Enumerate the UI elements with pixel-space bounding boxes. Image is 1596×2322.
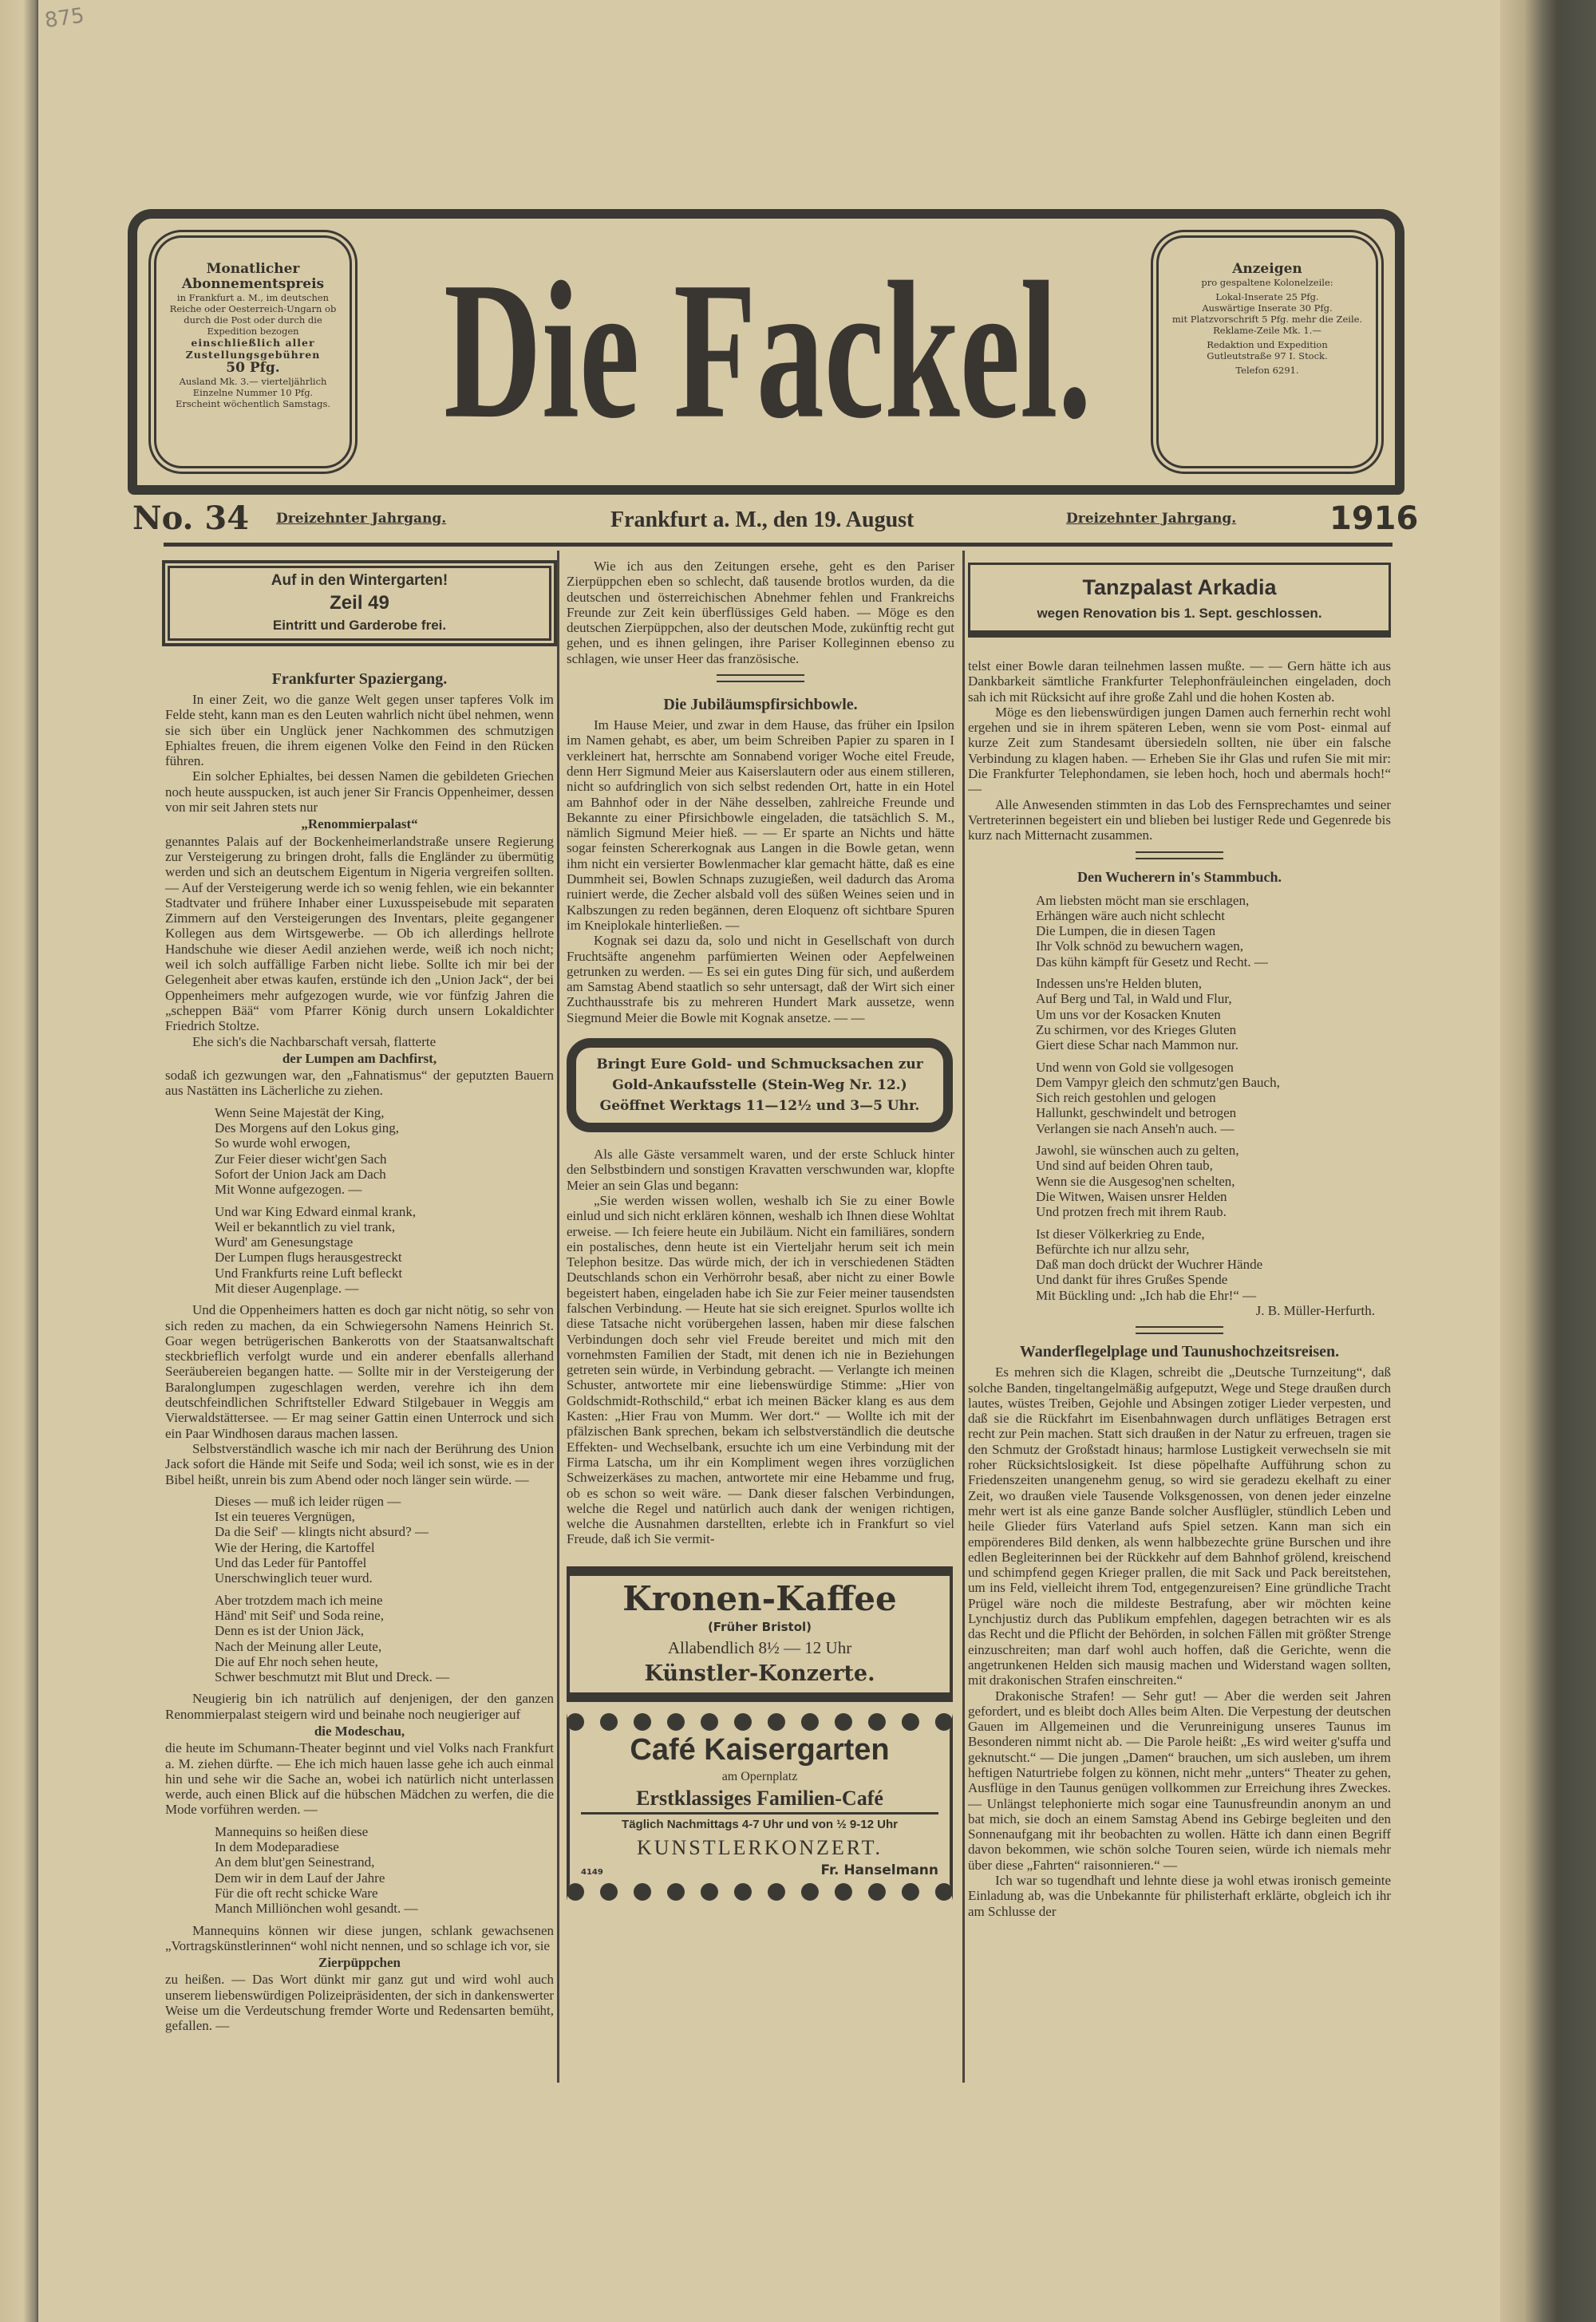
article-continuation bbox=[567, 559, 954, 666]
paragraph: Neugierig bin ich natrülich auf denjenigen, der den ganzen Renommierpalast steigern wird und beinahe noch neugieriger auf bbox=[165, 1691, 554, 1722]
kronen-former: (Früher Bristol) bbox=[707, 1619, 812, 1634]
subheading: Zierpüppchen bbox=[318, 1955, 401, 1971]
column-rule bbox=[962, 551, 965, 2083]
paragraph: Alle Anwesenden stimmten in das Lob des Fernsprechamtes und seiner Vertreterinnen begeistert ein und blieben bei lustiger Rede und Gegenrede bis kurz nach Mitternacht zusammen. bbox=[968, 796, 1391, 843]
column-2 bbox=[567, 559, 954, 1901]
paragraph: Selbstverständlich wasche ich mir nach der Berührung des Union Jack sofort die Hände mit Seife und Soda; weil ich sonst, wie es in der Bibel heißt, unrein bis zum Abend oder noch länger sein würde. — bbox=[165, 1440, 554, 1487]
poem-stanza: Mannequins so heißen diese In dem Modeparadiese An dem blut'gen Seinestrand, Dem wir in dem Lauf der Jahre Für die oft recht schicke Ware Manch Milliönchen wohl gesandt. — bbox=[215, 1823, 418, 1917]
paragraph: Ehe sich's die Nachbarschaft versah, flatterte bbox=[192, 1033, 437, 1049]
office-address: Gutleutstraße 97 I. Stock. bbox=[1207, 350, 1328, 361]
kaiser-owner: Fr. Hanselmann bbox=[820, 1862, 938, 1878]
paragraph: „Sie werden wissen wollen, weshalb ich Sie zu einer Bowle einlud und sich nicht erklären können, weshalb ich Ihnen diese Wohltat erweise. — Ich feiere heute ein Jubiläum. Nicht ein familiäres, sondern ein postalisches, denn heute ist ein Vierteljahr herum seit ich mein Telephon besitze. Das würde mich, der ich in verschiedenen Städten Deutschlands schon ein Verhörrohr besaß, aber nicht zu einer Bowle begeistert haben, eingeladen habe ich Sie zur Feier meiner tausendsten falschen Verbindung. — Heute hat sie sich ereignet. Spurlos wollte ich diese Tatsache nicht vorübergehen lassen, haben mir diese falschen Verbindungen doch sehr viel Freude bereitet und mich mit den vornehmsten Familien der Stadt, mit denen ich nie in Beziehungen getreten sein würde, in Verbindung gebracht. — Verlangte ich meinen Schuster, antwortete mir eine liebenswürdige Stimme: „Hier von Goldschmidt-Rothschild,“ erbat ich meinen Bäcker klang es aus dem Kasten: „Hier Frau von Mumm. Wer dort.“ — Wollte ich mit der pfälzischen Bank sprechen, bekam ich selbstverständlich die deutsche Effekten- und Wechselbank, ersuchte ich um eine Verbindung mit der Firma Latscha, um ihr ein Kompliment wegen ihres vorzüglichen Schweizerkäses zu machen, antwortete mir eine Hebamme und frug, ob es schon so weit wäre. — Dank dieser falschen Verbindungen, welche die Regel und natürlich auch dank der wenigen richtigen, welche die Ausnahmen darstellten, erlebte ich in Frankfurt so viel Freude, daß ich Sie vermit- bbox=[567, 1192, 954, 1547]
subscription-fees: einschließlich aller Zustellungsgebühren bbox=[185, 337, 321, 361]
gold-line1: Bringt Eure Gold- und Schmucksachen zur bbox=[596, 1056, 923, 1073]
subheading: „Renommierpalast“ bbox=[301, 816, 418, 832]
poem-stanza: Jawohl, sie wünschen auch zu gelten, Und sind auf beiden Ohren taub, Wenn sie die Ausgesog'nen schelten, Die Witwen, Waisen unsrer Helden Und protzen frech mit ihrem Raub. bbox=[1036, 1143, 1239, 1220]
poem-stanza: Am liebsten möcht man sie erschlagen, Erhängen wäre auch nicht schlecht Die Lumpen, die in diesen Tagen Ihr Volk schnöd zu bewuchern wagen, Das kühn kämpft für Gesetz und Recht. — bbox=[1036, 892, 1268, 969]
paragraph: Es mehren sich die Klagen, schreibt die „Deutsche Turnzeitung“, daß solche Banden, tingeltangelmäßig aufgeputzt, Wege und Stege draußen durch lautes, wüstes Treiben, Gejohle und Absingen zotiger Lieder verpesten, und daß sie die Rückfahrt im Eisenbahnwagen durch unflätiges Betragen erst recht zur Pein machen. Statt sich draußen in der Natur zu erfreuen, tragen sie den Schmutz der Großstadt hinaus; harmlose Lustigkeit verwechseln sie mit roher Rücksichtslosigkeit. Ist diese pöpelhafte Aufführung schon zu Friedenszeiten unangenehm genug, so wird sie geradezu ekelhaft zu einer Zeit, wo draußen viele Tausende Volksgenossen, von denen jeder einzelne mehr wert ist als eine ganze Bande solcher Ausflügler, stündlich Leben und heile Glieder fürs Vaterland aufs Spiel setzen. Kann man sich ein empörenderes Bild denken, als wenn halbbezechte grüne Burschen und ihre edlen Begleiterinnen bei der Rückkehr auf dem Bahnhof grölend, kreischend und schimpfend gegen Krieger prallen, die mit Sack und Pack bereitstehen, um ins Feld, vielleicht ihrem Tod, entgegenzureisen? Eine gründliche Tracht Prügel wäre noch die mildeste Bestrafung, aber wir möchten keine Lynchjustiz durch das Publikum empfehlen, dagegen betrachten wir es als das Recht und die Pflicht der Behörden, in solchen Fällen mit größter Strenge einzuschreiten; man darf wohl auch hoffen, daß die Gerichte, wenn die angetrunkenen Helden sich mausig machen und Widerstand wagen sollten, mit drakonischen Strafen einschreiten.“ bbox=[968, 1364, 1391, 1688]
tanzpalast-name: Tanzpalast Arkadia bbox=[1082, 575, 1277, 599]
kronen-kaffee-ad bbox=[567, 1566, 953, 1702]
kronen-time: Allabendlich 8½ — 12 Uhr bbox=[667, 1637, 852, 1657]
subscription-heading-1: Monatlicher bbox=[206, 261, 300, 277]
poem-stanza: Indessen uns're Helden bluten, Auf Berg und Tal, in Wald und Flur, Um uns vor der Kosacken Knuten Zu schirmen, vor des Krieges Gluten Giert diese Schar nach Mammon nur. bbox=[1036, 976, 1238, 1053]
volume-left: Dreizehnter Jahrgang. bbox=[276, 511, 447, 527]
article-heading: Frankfurter Spaziergang. bbox=[271, 670, 448, 688]
kronen-name: Kronen-Kaffee bbox=[622, 1578, 897, 1618]
kaiser-hours: Täglich Nachmittags 4-7 Uhr und von ½ 9-12 Uhr bbox=[622, 1817, 898, 1831]
volume-right: Dreizehnter Jahrgang. bbox=[1066, 511, 1237, 527]
masthead bbox=[128, 209, 1404, 495]
advertising-rates-box bbox=[1151, 230, 1384, 474]
issue-number: No. 34 bbox=[132, 500, 250, 537]
kronen-program: Künstler-Konzerte. bbox=[644, 1661, 875, 1686]
article-heading: Die Jubiläumspfirsichbowle. bbox=[663, 696, 858, 714]
subscription-heading-2: Abonnementspreis bbox=[181, 276, 325, 292]
section-divider bbox=[1136, 851, 1223, 859]
poem-stanza: Und war King Edward einmal krank, Weil er bekanntlich zu viel trank, Wurd' am Genesungstage Der Lumpen flugs herausgestreckt Und Frankfurts reine Luft befleckt Mit dieser Augenplage. — bbox=[215, 1203, 417, 1296]
subscription-price: 50 Pfg. bbox=[226, 360, 280, 376]
paragraph: zu heißen. — Das Wort dünkt mir ganz gut und wird wohl auch unserem liebenswürdigen Polizeipräsidenten, der sich in dankenswerter Weise um die Verdeutschung fremder Worte und Redensarten bemüht, gefallen. — bbox=[165, 1972, 554, 2034]
paragraph: Im Hause Meier, und zwar in dem Hause, das früher ein Ipsilon im Namen gehabt, es aber, um beim Schreiben Papier zu sparen in I verkleinert hat, herrschte am Sonnabend voriger Woche eitel Freude, denn Herr Sigmund Meier aus Kaiserslautern oder aus einem stilleren, nicht so aufdringlich von sich selbst redenden Ort, hatte in ein Hotel am Bahnhof oder in der Nähe desselben, zahlreiche Freunde und Bekannte zu einer Pfirsichbowle eingeladen, die tatsächlich S. M., nämlich Sigmund Meier hieß. — — Er sparte an Nichts und hätte sogar feinsten Schererkognak aus Langen in die Bowle getan, wenn ihm nicht ein versierter Bowlenmacher klar gemacht hätte, daß es eine Dummheit sei, Bowlen Schnaps zuzugießen, weil dadurch das Aroma ruiniert werde, die Zecher alsbald voll des süßen Weines seien und in Kalbszungen zu reden begännen, deren Eloquenz oft sichtbare Spuren im Kneiplokale hinterließen. — bbox=[567, 717, 954, 933]
ads-reklame: Reklame-Zeile Mk. 1.— bbox=[1213, 325, 1321, 336]
ads-placement: mit Platzvorschrift 5 Pfg. mehr die Zeile. bbox=[1171, 314, 1363, 325]
paragraph: Möge es den liebenswürdigen jungen Damen auch fernerhin recht wohl ergehen und sie in ihrem späteren Leben, wenn sie vom Post- einmal auf kurze Zeit zum Standesamt übersiedeln sollten, nie über ein falsche Verbindung zu klagen haben. — Erheben Sie ihr Glas und rufen Sie mit mir: Die Frankfurter Telephondamen, sie leben hoch, hoch und abermals hoch!“ — bbox=[968, 704, 1391, 797]
kaiser-code: 4149 bbox=[581, 1867, 603, 1877]
ads-outside: Auswärtige Inserate 30 Pfg. bbox=[1202, 302, 1333, 314]
issue-year: 1916 bbox=[1329, 500, 1419, 537]
kaiser-location: am Opernplatz bbox=[721, 1769, 798, 1783]
column-3 bbox=[968, 563, 1391, 1919]
single-issue-price: Einzelne Nummer 10 Pfg. bbox=[192, 387, 314, 398]
wintergarten-line2: Zeil 49 bbox=[330, 592, 389, 614]
poem-stanza: Ist dieser Völkerkrieg zu Ende, Befürchte ich nur allzu sehr, Daß man doch drückt der Wuchrer Hände Und dankt für ihres Grußes Spende Mit Bückling und: „Ich hab die Ehr!“ — bbox=[1036, 1226, 1263, 1303]
archive-pencil-mark: 875 bbox=[43, 3, 86, 34]
paragraph: Und die Oppenheimers hatten es doch gar nicht nötig, so sehr von sich reden zu machen, da ein Schwiegersohn Namens Heinrich St. Goar wegen betrügerischen Bankerotts von der Staatsanwaltschaft steckbrieflich verfolgt wurde und ein anderer ebenfalls allerhand Seeräubereien begangen hatte. — Sollte mir in der Versteigerung der Baralonglumpen zugeschlagen werden, verehre ich ihn dem deutschfeindlichen Schriftsteller Edward Stilgebauer in Weggis am Vierwaldstättersee. — Er mag seiner Gattin einen Unterrock und sich ein Paar Windhosen daraus machen lassen. bbox=[165, 1302, 554, 1441]
publication-schedule: Erscheint wöchentlich Samstags. bbox=[175, 398, 331, 409]
cafe-kaisergarten-ad bbox=[567, 1713, 953, 1901]
paragraph: Ein solcher Ephialtes, bei dessen Namen die gebildeten Griechen noch heute ausspucken, ist auch jener Sir Francis Oppenheimer, dessen von mir seit Jahren stets nur bbox=[165, 768, 554, 815]
paragraph: die heute im Schumann-Theater beginnt und viel Volks nach Frankfurt a. M. ziehen dürfte. — Ehe ich mich hauen lasse gehe ich auch einmal hin und sehe wir die Sache an, wobei ich natürlich nicht unterlassen werde, auch einen Blick auf die hübschen Mädchen zu werfen, die die Mode vorführen werden. — bbox=[165, 1740, 554, 1818]
kaiser-program: KUNSTLERKONZERT. bbox=[636, 1835, 883, 1859]
kaiser-name: Café Kaisergarten bbox=[630, 1732, 890, 1767]
newspaper-title: Die Fackel. bbox=[444, 241, 1092, 460]
paragraph: Drakonische Strafen! — Sehr gut! — Aber die werden seit Jahren gefordert, und es bleibt doch Alles beim Alten. Die Verpestung der deutschen Gauen im Allgemeinen und die Verunreinigung unseres Taunus im Besonderen nimmt nicht ab. — Die Parole heißt: „Es wird weiter g'suffa und geknutscht.“ — Die jungen „Damen“ brauchen, um sich ausleben, um ihrem heftigen Naturtriebe folgen zu können, nicht mehr „unters“ Theater zu gehen, Ausflüge in den Taunus genügen vollkommen zur Erreichung ihres Zweckes. — Unlängst telephonierte mich sogar eine Taunusfreundin anonym an und bat mich, sie doch an einem Samstag Abend ins Gebirge begleiten und den Sonnenaufgang mit ihr beobachten zu wollen. Hätte ich dann einen Begriff davon bekommen, wie schön solche Touren seien, würde ich niemals mehr über diese „Fahrten“ raisonnieren.“ — bbox=[968, 1688, 1391, 1873]
article-jubilaeumspfirsichbowle bbox=[567, 690, 954, 1025]
gold-line2: Gold-Ankaufsstelle (Stein-Weg Nr. 12.) bbox=[612, 1077, 907, 1094]
office-phone: Telefon 6291. bbox=[1235, 365, 1299, 376]
wintergarten-ad bbox=[168, 566, 551, 641]
poem-stanza: Wenn Seine Majestät der King, Des Morgens auf den Lokus ging, So wurde wohl erwogen, Zur Feier dieser wicht'gen Sach Sofort der Union Jack am Dach Mit Wonne aufgezogen. — bbox=[215, 1104, 400, 1198]
poem-author: J. B. Müller-Herfurth. bbox=[1255, 1302, 1375, 1318]
article-heading: Wanderflegelplage und Taunushochzeitsreisen. bbox=[1019, 1343, 1340, 1361]
wintergarten-line1: Auf in den Wintergarten! bbox=[271, 572, 448, 589]
subscription-box bbox=[148, 230, 358, 474]
poem-stanza: Dieses — muß ich leider rügen — Ist ein teueres Vergnügen, Da die Seif' — klingts nicht absurd? — Wie der Hering, die Kartoffel Und das Leder für Pantoffel Unerschwinglich teuer wurd. bbox=[215, 1493, 429, 1586]
wintergarten-line3: Eintritt und Garderobe frei. bbox=[272, 618, 447, 633]
tanzpalast-ad bbox=[968, 563, 1391, 638]
gold-purchase-ad bbox=[567, 1038, 953, 1132]
gold-line3: Geöffnet Werktags 11—12½ und 3—5 Uhr. bbox=[599, 1098, 920, 1115]
ads-heading: Anzeigen bbox=[1232, 261, 1302, 277]
paragraph: Ich war so tugendhaft und lehnte diese ja wohl etwas ironisch gemeinte Einladung ab, was die Unbekannte für philisterhaft erklärte, obgleich ich ihr am Schlusse der bbox=[968, 1873, 1391, 1919]
masthead-rule bbox=[164, 543, 1393, 547]
section-divider bbox=[1136, 1326, 1223, 1334]
newspaper-title-area bbox=[377, 219, 1159, 482]
poem-stanza: Und wenn von Gold sie vollgesogen Dem Vampyr gleich den schmutz'gen Bauch, Sich reich gestohlen und gelogen Hallunkt, geschwindelt und betrogen Verlangen sie nach Anseh'n auch. — bbox=[1036, 1059, 1280, 1136]
paragraph: Als alle Gäste versammelt waren, und der erste Schluck hinter den Selbstbindern und sonstigen Kravatten verschwunden war, klopfte Meier an sein Glas und begann: bbox=[567, 1147, 954, 1193]
article-jubilaeumspfirsichbowle-cont bbox=[567, 1147, 954, 1547]
kaiser-tagline: Erstklassiges Familien-Café bbox=[581, 1785, 938, 1815]
column-1 bbox=[165, 563, 554, 2034]
subscription-text: in Frankfurt a. M., im deutschen Reiche oder Oesterreich-Ungarn ob durch die Post oder durch die Expedition bezogen bbox=[169, 292, 337, 337]
book-binding bbox=[1500, 0, 1596, 2322]
paragraph: Kognak sei dazu da, solo und nicht in Gesellschaft von durch Fruchtsäfte angenehm parfümierten Weinen oder Aepfelweinen getrunken zu werden. — Es sei ein gutes Ding für sich, und außerdem am Samstag Abend staatlich so sehr untersagt, daß der Wirt sich einer Zuchthausstrafe bis zu mehreren Hundert Mark aussetze, wenn Siegmund Meier die Bowle mit Kognak ansetze. — — bbox=[567, 933, 954, 1025]
paragraph: genanntes Palais auf der Bockenheimerlandstraße unsere Regierung zur Versteigerung zu bringen droht, falls die Engländer zu übermütig werden und sich an deutschem Eigentum in Nigeria vergreifen sollten. — Auf der Versteigerung werde ich so wenig fehlen, wie ein bekannter Stadtvater und frühere Inhaber einer Luxusspeisebude mit separaten Zimmern auf den Versteigerungen des Inventars, pleite gegangener Kollegen aus dem Wirtsgewerbe. — Ob ich allerdings hellrote Handschuhe wie dieser Aedil anziehen werde, weiß ich noch nicht; weil ich solch auffällige Farben nicht liebe. Sollte ich mir bei der Gelegenheit aber etwas kaufen, erstünde ich den „Union Jack“, der bei Oppenheimers mehr aufgezogen wurde, wie vor fünfzig Jahren die „scheppen Bää“ vom Pfarrer König durch unsern Lokaldichter Friedrich Stoltze. bbox=[165, 833, 554, 1034]
tanzpalast-note: wegen Renovation bis 1. Sept. geschlossen. bbox=[1037, 606, 1322, 621]
column-rule bbox=[557, 551, 559, 2083]
poem-stanza: Aber trotzdem mach ich meine Händ' mit Seif' und Soda reine, Denn es ist der Union Jäck, Nach der Meinung aller Leute, Die auf Ehr noch sehen heute, Schwer beschmutzt mit Blut und Dreck. — bbox=[215, 1592, 450, 1685]
paragraph: telst einer Bowle daran teilnehmen lassen mußte. — — Gern hätte ich aus Dankbarkeit sämtliche Frankfurter Telephonfräuleinchen eingeladen, doch sah ich mit Rücksicht auf ihre große Zahl und die hohen Kosten ab. bbox=[968, 658, 1391, 705]
place-date: Frankfurt a. M., den 19. August bbox=[610, 507, 915, 532]
paragraph: sodaß ich gezwungen war, den „Fahnatismus“ der geputzten Bauern aus Nastätten ins Lächerliche zu ziehen. bbox=[165, 1068, 554, 1099]
paragraph: In einer Zeit, wo die ganze Welt gegen unser tapferes Volk im Felde steht, kann man es den Leuten wahrlich nicht übel nehmen, wenn sie sich über ein Unglück jener Nachkommen des schmutzigen Ephialtes freuen, die ihrem eigenen Volke den Feind in den Rücken führen. bbox=[165, 692, 554, 769]
article-bowle-conclusion bbox=[968, 658, 1391, 1919]
paragraph: Mannequins können wir diese jungen, schlank gewachsenen „Vortragskünstlerinnen“ wohl nicht nennen, und so schlage ich vor, sie bbox=[165, 1922, 554, 1953]
article-frankfurter-spaziergang bbox=[165, 665, 554, 2034]
poem-heading: Den Wucherern in's Stammbuch. bbox=[1077, 868, 1282, 885]
office-label: Redaktion und Expedition bbox=[1207, 339, 1328, 350]
ads-local: Lokal-Inserate 25 Pfg. bbox=[1215, 291, 1319, 302]
subheading: die Modeschau, bbox=[314, 1724, 405, 1739]
previous-page-edge bbox=[0, 0, 38, 2322]
section-divider bbox=[717, 674, 804, 682]
subheading: der Lumpen am Dachfirst, bbox=[282, 1050, 437, 1066]
paragraph: Wie ich aus den Zeitungen ersehe, geht es den Pariser Zierpüppchen eben so schlecht, daß tausende brotlos wurden, da die deutschen und österreichischen Abnehmer fehlen und Frankreichs Freunde zur Zeit kein überflüssiges Geld haben. — Möge es den deutschen Zierpüppchen, also der deutschen Mode, zukünftig recht gut gehen, und es ihnen gelingen, ihre Pariser Kolleginnen ebenso zu schlagen, wie unser Heer das französische. bbox=[567, 559, 954, 666]
ads-sub: pro gespaltene Kolonelzeile: bbox=[1201, 277, 1333, 288]
subscription-abroad: Ausland Mk. 3.— vierteljährlich bbox=[179, 376, 327, 387]
